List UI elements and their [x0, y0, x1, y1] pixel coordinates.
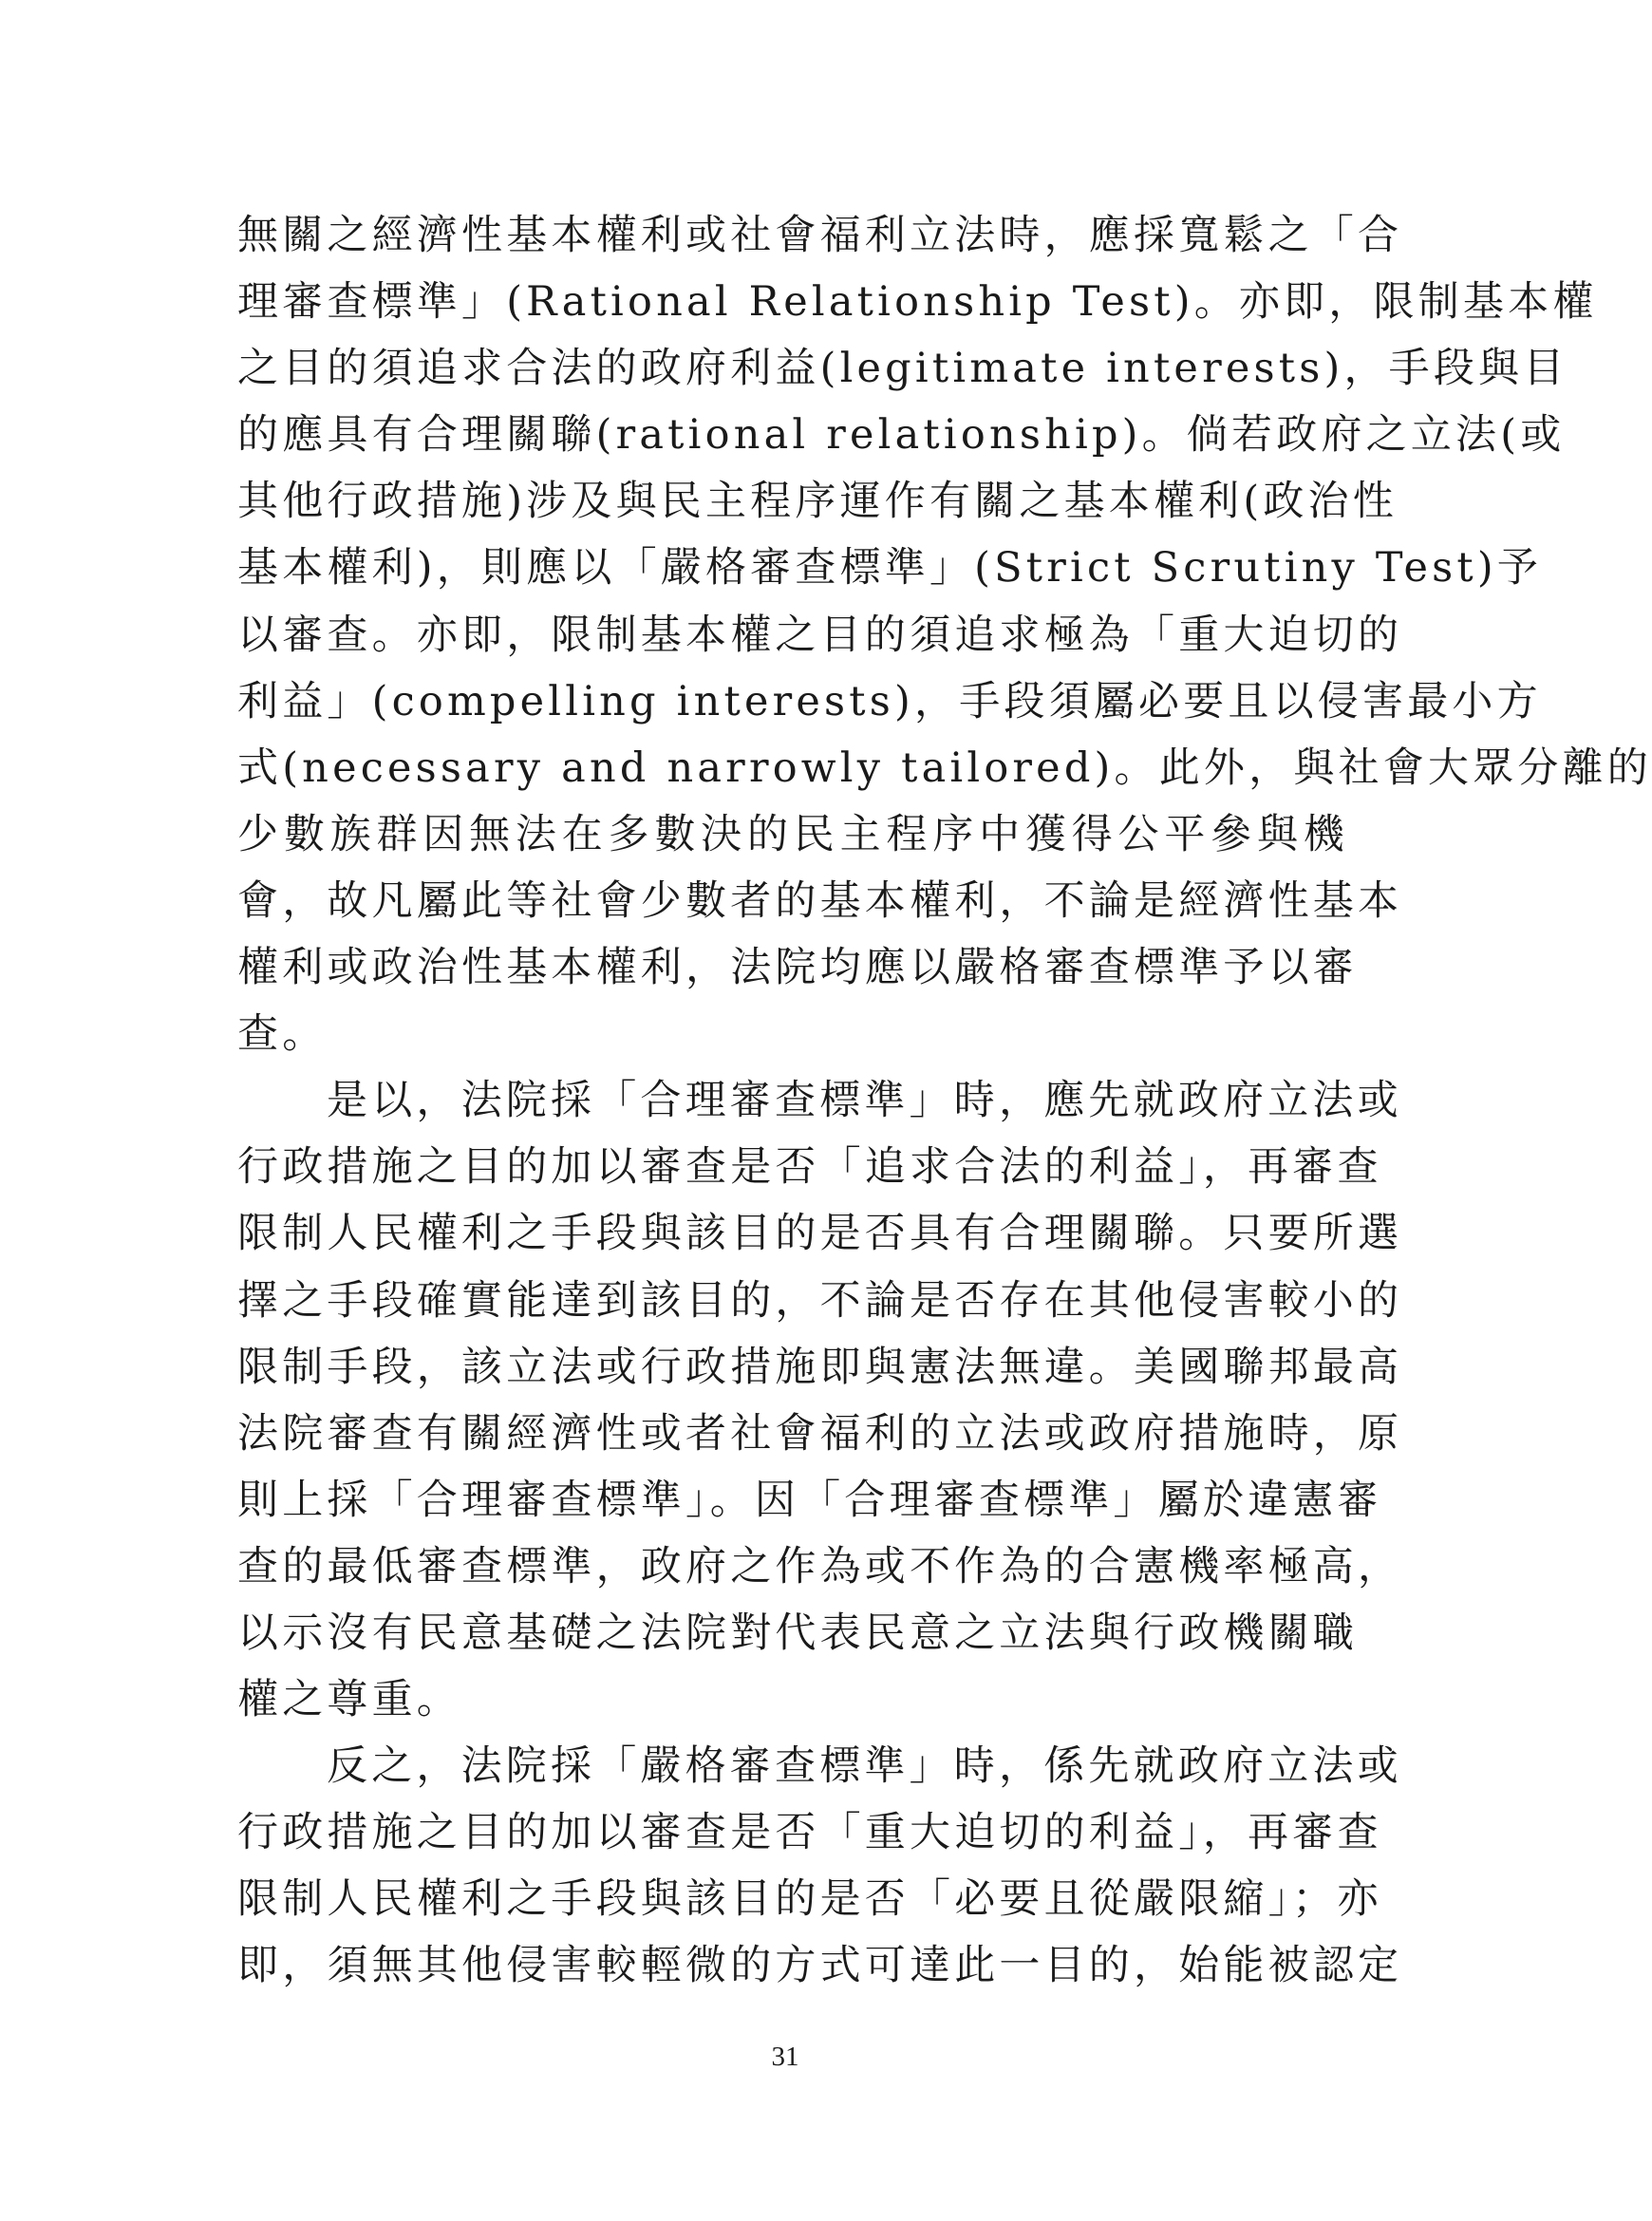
page-number: 31	[771, 2042, 799, 2072]
text-line: 理審查標準」(Rational Relationship Test)。亦即，限制基本權	[237, 278, 1598, 327]
text-line: 行政措施之目的加以審查是否「追求合法的利益」，再審查	[237, 1143, 1382, 1192]
paragraph-2	[237, 1067, 1403, 1733]
text-line: 式(necessary and narrowly tailored)。此外，與社會大眾分離的	[237, 743, 1652, 792]
text-line: 是以，法院採「合理審查標準」時，應先就政府立法或	[327, 1077, 1402, 1125]
text-line: 無關之經濟性基本權利或社會福利立法時，應採寬鬆之「合	[237, 212, 1403, 259]
text-line: 擇之手段確實能達到該目的，不論是否存在其他侵害較小的	[237, 1276, 1403, 1325]
text-line: 會，故凡屬此等社會少數者的基本權利，不論是經濟性基本	[237, 876, 1403, 925]
text-line: 即，須無其他侵害較輕微的方式可達此一目的，始能被認定	[237, 1942, 1403, 1990]
text-line: 限制人民權利之手段與該目的是否「必要且從嚴限縮」；亦	[237, 1875, 1382, 1924]
body-text	[237, 202, 1652, 2000]
text-line: 權利或政治性基本權利，法院均應以嚴格審查標準予以審	[237, 944, 1358, 992]
text-line: 查的最低審查標準，政府之作為或不作為的合憲機率極高，	[237, 1542, 1403, 1590]
text-line: 以示沒有民意基礎之法院對代表民意之立法與行政機關職	[237, 1609, 1358, 1657]
paragraph-3	[237, 1733, 1403, 1999]
text-line: 限制人民權利之手段與該目的是否具有合理關聯。只要所選	[237, 1210, 1403, 1258]
text-line: 權之尊重。	[237, 1676, 461, 1724]
text-line: 之目的須追求合法的政府利益(legitimate interests)，手段與目	[237, 345, 1568, 393]
text-line: 查。	[237, 1010, 328, 1059]
text-line: 行政措施之目的加以審查是否「重大迫切的利益」，再審查	[237, 1809, 1382, 1857]
text-line: 基本權利)，則應以「嚴格審查標準」(Strict Scrutiny Test)予	[237, 544, 1543, 593]
text-line: 反之，法院採「嚴格審查標準」時，係先就政府立法或	[327, 1742, 1402, 1791]
paragraph-1	[237, 202, 1652, 1067]
text-line: 少數族群因無法在多數決的民主程序中獲得公平參與機	[237, 810, 1348, 858]
text-line: 其他行政措施)涉及與民主程序運作有關之基本權利(政治性	[237, 478, 1398, 526]
text-line: 法院審查有關經濟性或者社會福利的立法或政府措施時，原	[237, 1409, 1403, 1458]
text-line: 則上採「合理審查標準」。因「合理審查標準」屬於違憲審	[237, 1476, 1382, 1524]
text-line: 以審查。亦即，限制基本權之目的須追求極為「重大迫切的	[237, 611, 1403, 659]
text-line: 限制手段，該立法或行政措施即與憲法無違。美國聯邦最高	[237, 1343, 1403, 1391]
text-line: 利益」(compelling interests)，手段須屬必要且以侵害最小方	[237, 677, 1542, 725]
text-line: 的應具有合理關聯(rational relationship)。倘若政府之立法(或	[237, 411, 1566, 460]
